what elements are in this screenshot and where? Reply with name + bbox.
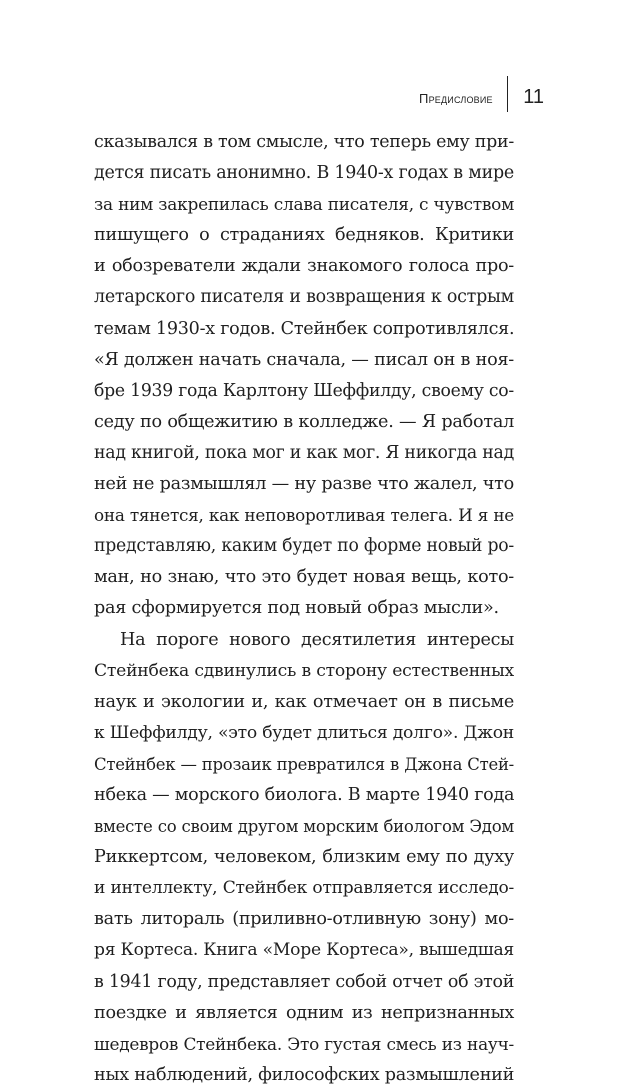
running-head: Предисловие [419,90,493,106]
text-line: темам 1930-х годов. Стейнбек сопротивлялся. [94,318,515,339]
text-line: вместе со своим другом морским биологом Эдом [94,817,514,837]
paragraph-last-line: рая сформируется под новый образ мысли». [94,598,499,619]
text-line: летарского писателя и возвращения к острым [94,287,514,308]
text-line: Стейнбека сдвинулись в сторону естественных [94,660,514,681]
page-number: 11 [523,85,544,108]
text-line: ря Кортеса. Книга «Море Кортеса», вышедшая [94,940,514,961]
text-line: и обозреватели ждали знакомого голоса про- [94,256,514,277]
text-line: ней не размышлял — ну разве что жалел, что [94,474,514,495]
text-line: шедевров Стейнбека. Это густая смесь из науч- [94,1033,514,1054]
text-line: за ним закрепилась слава писателя, с чувством [94,194,514,215]
text-line: в 1941 году, представляет собой отчет об этой [94,971,515,992]
text-line: сказывался в том смысле, что теперь ему при- [94,132,515,152]
text-line: дется писать анонимно. В 1940-х годах в мире [94,163,514,184]
header-divider [507,76,509,112]
text-line: Риккертсом, человеком, близким ему по духу [94,847,514,868]
text-line: над книгой, пока мог и как мог. Я никогда над [94,442,514,463]
text-line: бре 1939 года Карлтону Шеффилду, своему со- [94,380,514,401]
text-line: нбека — морского биолога. В марте 1940 года [94,784,515,805]
text-line: пишущего о страданиях бедняков. Критики [94,225,514,246]
body-text [94,127,514,1091]
text-line: она тянется, как неповоротливая телега. И я не [94,505,514,526]
page-header [419,74,544,114]
text-line: вать литораль (приливно-отливную зону) мо- [94,909,514,930]
text-line: Стейнбек — прозаик превратился в Джона Стей- [94,754,514,774]
text-line: ман, но знаю, что это будет новая вещь, кото- [94,567,514,588]
paragraph-first-line: На пороге нового десятилетия интересы [120,629,514,650]
text-line: седу по общежитию в колледже. — Я работал [94,411,514,432]
text-line: к Шеффилду, «это будет длиться долго». Джон [94,722,514,743]
text-line: ных наблюдений, философских размышлений [94,1064,515,1085]
text-line: и интеллекту, Стейнбек отправляется исследо- [94,878,514,899]
text-line: представляю, каким будет по форме новый ро- [94,536,514,557]
text-line: «Я должен начать сначала, — писал он в ноя- [94,349,514,370]
text-line: поездке и является одним из непризнанных [94,1002,514,1023]
text-line: наук и экологии и, как отмечает он в письме [94,691,514,712]
